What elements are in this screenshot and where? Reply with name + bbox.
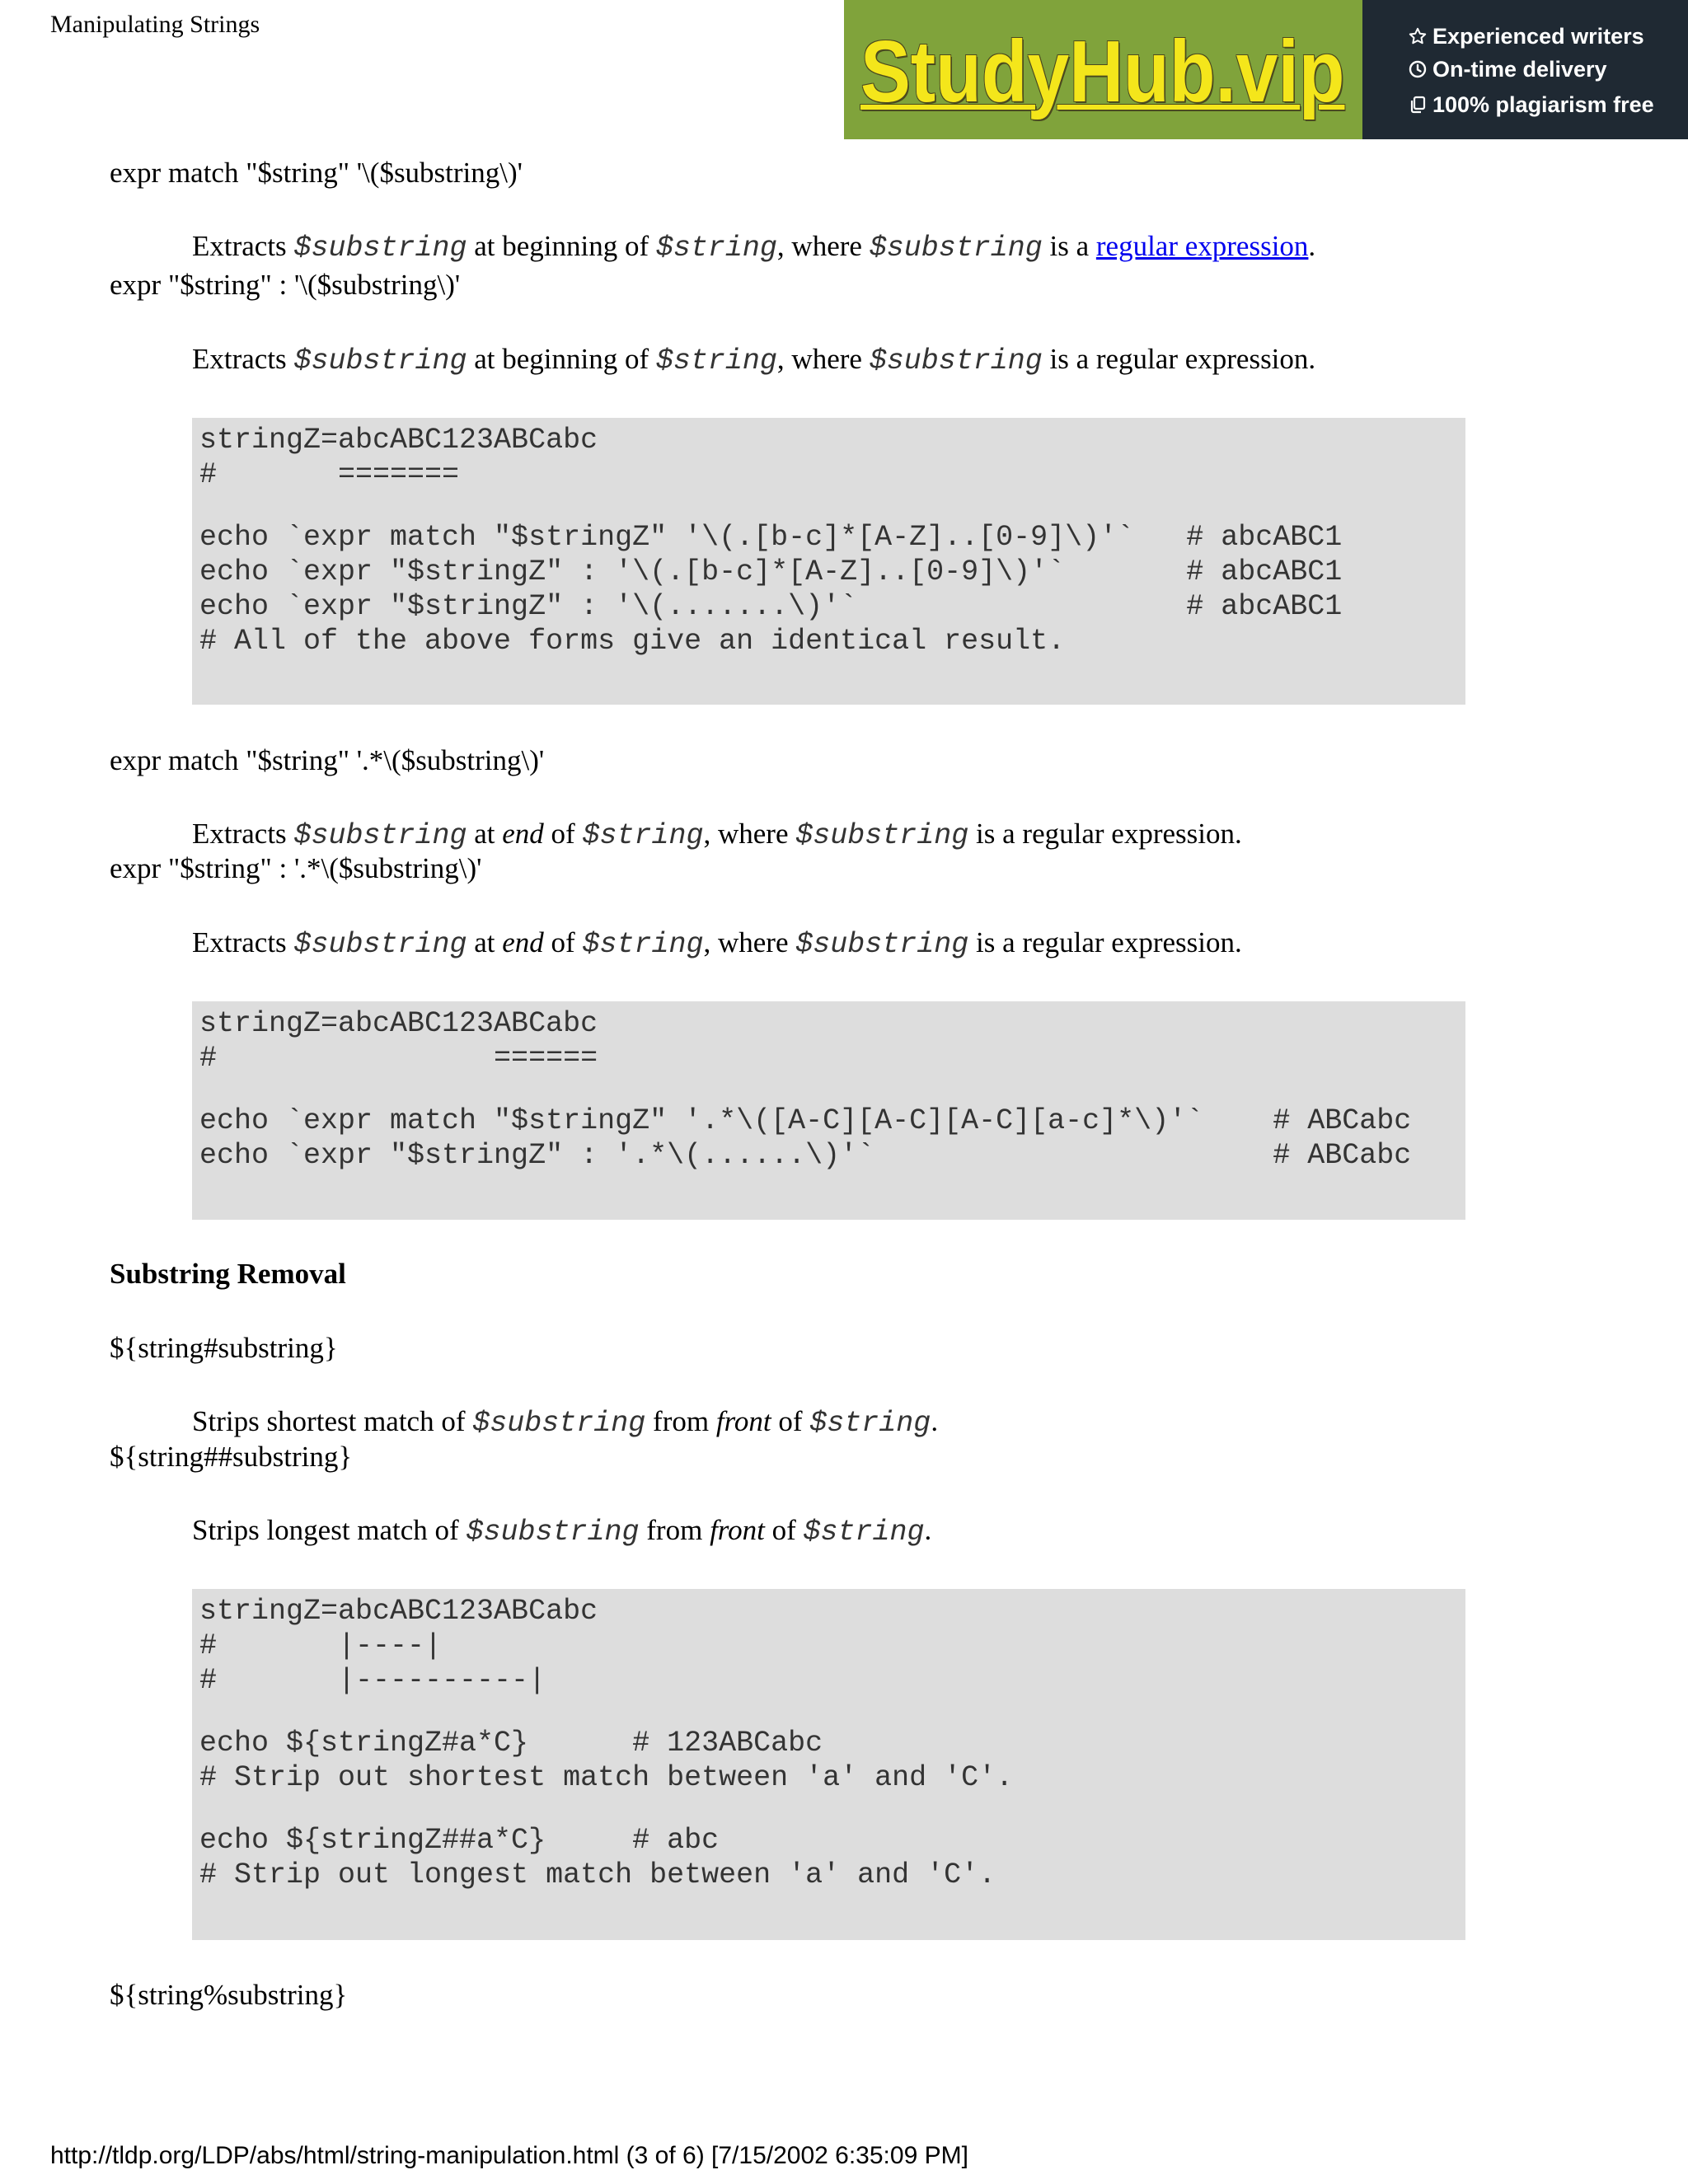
code-block-substring-removal [192,1589,1465,1940]
ad-feature-label: 100% plagiarism free [1432,91,1654,117]
inline-code-substring: $substring [795,928,969,961]
ad-feature-plagiarism-free [1408,92,1654,117]
code-line: stringZ=abcABC123ABCabc [199,1007,598,1040]
desc-text: from [639,1514,710,1546]
code-line: echo ${stringZ##a*C} # abc [199,1824,720,1857]
ad-feature-label: Experienced writers [1432,23,1644,49]
desc-text: . [924,1514,932,1546]
desc-text: is a regular expression. [968,926,1242,958]
desc-text: is a regular expression. [1042,343,1316,375]
desc-strip-shortest-front [192,1404,938,1441]
desc-text: , where [776,343,870,375]
desc-text: Extracts [192,343,294,375]
desc-text: of [771,1405,810,1437]
code-line: echo `expr match "$stringZ" '.*\([A-C][A-C][A-C][a-c]*\)'` # ABCabc [199,1104,1412,1137]
studyhub-ad-banner[interactable] [844,0,1688,139]
inline-code-string: $string [655,344,777,377]
desc-text: Strips shortest match of [192,1405,473,1437]
inline-code-substring: $substring [472,1407,646,1440]
term-expr-match-end: expr match "$string" '.*\($substring\)' [110,744,545,776]
desc-expr-match-begin [192,229,1315,265]
clock-icon [1408,59,1428,79]
code-line: # |----| [199,1629,443,1662]
term-strip-shortest-front: ${string#substring} [110,1332,338,1364]
code-line: echo `expr match "$stringZ" '\(.[b-c]*[A-Z]..[0-9]\)'` # abcABC1 [199,521,1343,554]
term-strip-shortest-back: ${string%substring} [110,1979,348,2011]
ad-feature-experienced-writers [1408,24,1644,49]
desc-text: Extracts [192,926,294,958]
ad-feature-on-time-delivery [1408,57,1607,82]
desc-text: , where [703,818,796,850]
inline-code-substring: $substring [293,344,467,377]
desc-expr-colon-begin [192,342,1315,378]
inline-code-string: $string [803,1516,925,1549]
inline-code-substring: $substring [869,232,1043,265]
running-header-title: Manipulating Strings [50,11,260,38]
code-line: # ======= [199,458,460,491]
ad-brand-panel [844,0,1362,139]
code-comment-line: # Strip out longest match between 'a' and 'C'. [199,1858,996,1891]
emphasis-end: end [502,818,544,850]
code-line: stringZ=abcABC123ABCabc [199,424,598,457]
desc-text: of [543,818,583,850]
code-line: # |----------| [199,1664,546,1697]
code-line: echo `expr "$stringZ" : '\(.......\)'` # abcABC1 [199,590,1343,623]
desc-text: at beginning of [467,230,656,262]
inline-code-substring: $substring [869,344,1043,377]
emphasis-front: front [710,1514,765,1546]
inline-code-substring: $substring [795,819,969,852]
inline-code-substring: $substring [466,1516,640,1549]
code-blank-line [199,1795,1458,1823]
desc-text: of [543,926,583,958]
desc-text: Strips longest match of [192,1514,467,1546]
emphasis-end: end [502,926,544,958]
inline-code-substring: $substring [293,232,467,265]
desc-expr-colon-end [192,926,1242,962]
code-line: echo ${stringZ#a*C} # 123ABCabc [199,1727,823,1760]
inline-code-string: $string [582,819,704,852]
term-expr-colon-end: expr "$string" : '.*\($substring\)' [110,852,482,884]
desc-text: at [467,818,503,850]
desc-text: of [764,1514,804,1546]
term-strip-longest-front: ${string##substring} [110,1441,353,1473]
inline-code-string: $string [655,232,777,265]
desc-text: , where [776,230,870,262]
section-heading-substring-removal: Substring Removal [110,1258,346,1290]
page-footer-source: http://tldp.org/LDP/abs/html/string-manipulation.html (3 of 6) [7/15/2002 6:35:09 PM] [50,2142,968,2169]
desc-text: . [1308,230,1316,262]
desc-text: . [931,1405,939,1437]
ad-feature-label: On-time delivery [1432,56,1607,82]
copy-icon [1408,95,1428,115]
inline-code-string: $string [582,928,704,961]
code-block-match-begin [192,418,1465,705]
desc-strip-longest-front [192,1513,931,1549]
desc-text: Extracts [192,818,294,850]
star-outline-icon [1408,26,1428,46]
ad-features-panel [1362,0,1688,139]
code-blank-line [199,492,1458,520]
ad-brand-logo: StudyHub.vip [860,23,1345,120]
code-blank-line [199,1076,1458,1104]
inline-code-substring: $substring [293,819,467,852]
desc-text: from [645,1405,716,1437]
code-comment-line: # Strip out shortest match between 'a' and 'C'. [199,1761,1014,1794]
code-block-match-end [192,1001,1465,1220]
term-expr-colon-begin: expr "$string" : '\($substring\)' [110,269,461,301]
regular-expression-link[interactable]: regular expression [1095,230,1309,262]
term-expr-match-begin: expr match "$string" '\($substring\)' [110,157,523,189]
code-line: # ====== [199,1042,598,1075]
desc-text: at [467,926,503,958]
desc-text: is a [1042,230,1096,262]
code-line: echo `expr "$stringZ" : '.*\(......\)'` # ABCabc [199,1139,1412,1172]
desc-text: at beginning of [467,343,656,375]
inline-code-string: $string [809,1407,931,1440]
code-comment-line: # All of the above forms give an identical result. [199,625,1066,658]
emphasis-front: front [715,1405,771,1437]
code-line: echo `expr "$stringZ" : '\(.[b-c]*[A-Z]..[0-9]\)'` # abcABC1 [199,555,1343,588]
desc-expr-match-end [192,817,1242,853]
inline-code-substring: $substring [293,928,467,961]
desc-text: Extracts [192,230,294,262]
desc-text: is a regular expression. [968,818,1242,850]
desc-text: , where [703,926,796,958]
code-line: stringZ=abcABC123ABCabc [199,1595,598,1628]
code-blank-line [199,1698,1458,1726]
